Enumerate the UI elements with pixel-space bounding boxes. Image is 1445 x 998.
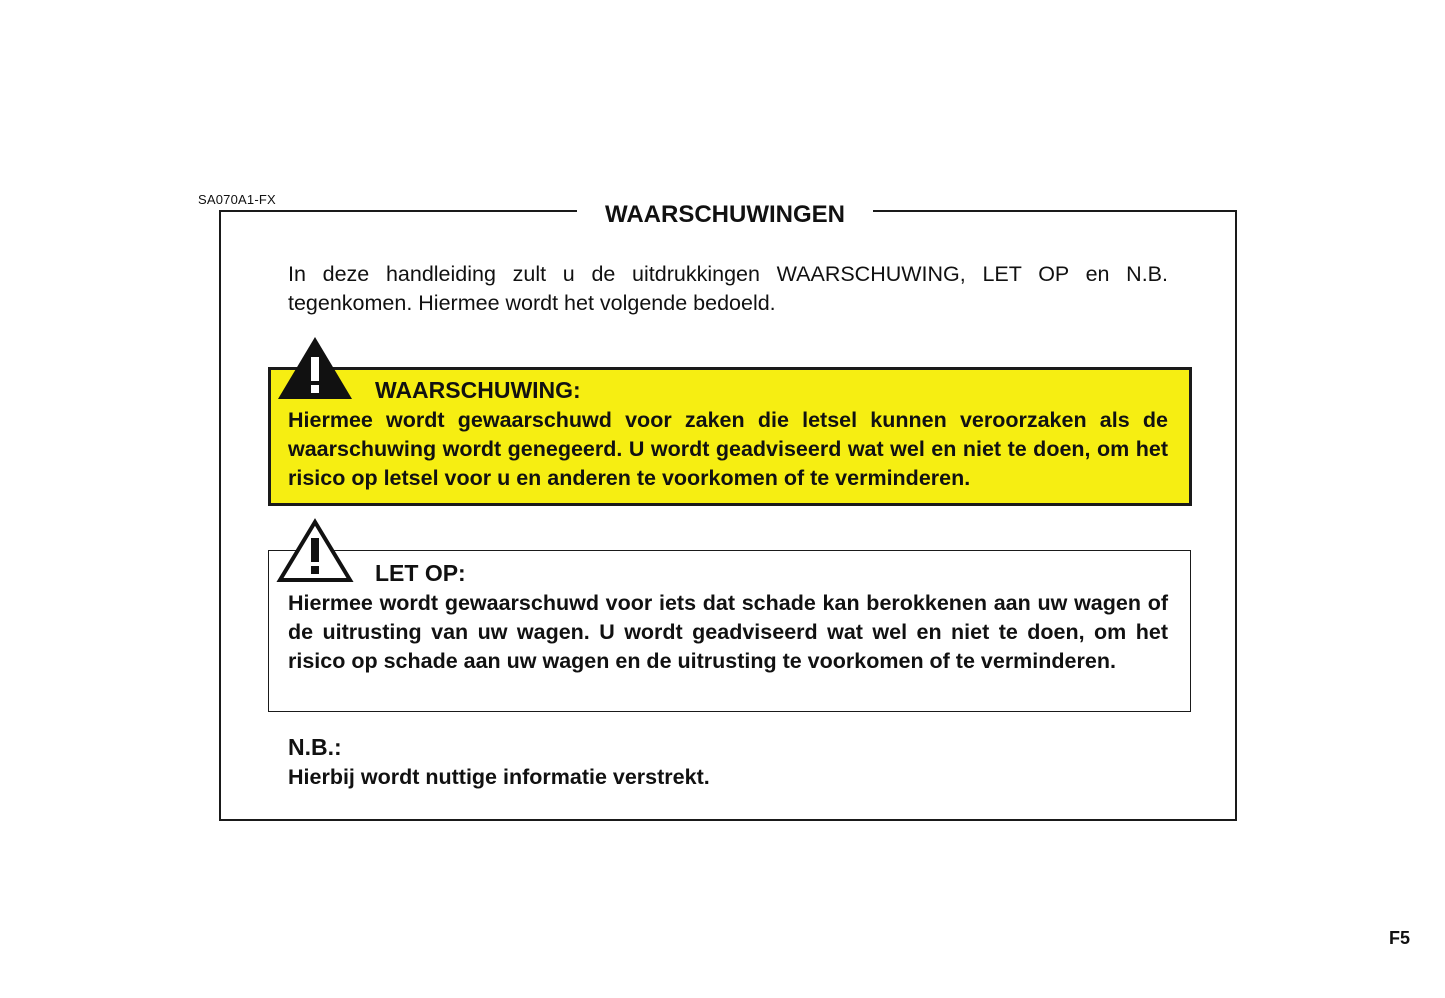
warning-triangle-icon	[276, 335, 354, 401]
frame-title: WAARSCHUWINGEN	[577, 200, 873, 230]
intro-paragraph: In deze handleiding zult u de uitdrukkingen WAARSCHUWING, LET OP en N.B. tegenkomen. Hiermee wordt het volgende bedoeld.	[288, 262, 1168, 315]
page-number: F5	[1389, 928, 1411, 948]
warning-heading: WAARSCHUWING:	[375, 377, 581, 403]
document-code: SA070A1-FX	[198, 192, 276, 207]
note-heading: N.B.:	[288, 734, 342, 760]
note-body: Hierbij wordt nuttige informatie verstrekt.	[288, 765, 710, 789]
warning-body: Hiermee wordt gewaarschuwd voor zaken die letsel kunnen veroorzaken als de waarschuwing wordt genegeerd. U wordt geadviseerd wat wel en niet te doen, om het risico op letsel voor u en anderen te voorkomen of te verminderen.	[288, 408, 1168, 490]
caution-heading: LET OP:	[375, 560, 466, 586]
caution-body: Hiermee wordt gewaarschuwd voor iets dat schade kan berokkenen aan uw wagen of de uitrusting van uw wagen. U wordt geadviseerd wat wel en niet te doen, om het risico op schade aan uw wagen en de uitrusting te voorkomen of te verminderen.	[288, 591, 1168, 673]
caution-triangle-icon	[276, 518, 354, 584]
